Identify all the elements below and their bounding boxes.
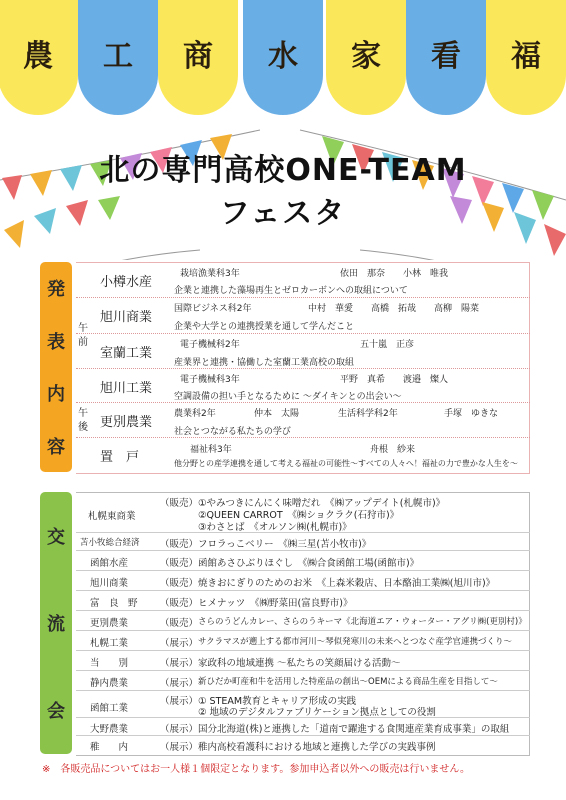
exchange-school: 札幌工業 (90, 638, 129, 649)
side-char: 内 (47, 384, 65, 406)
exchange-item: ① STEAM教育とキャリア形成の実践 (198, 696, 357, 707)
exchange-item: フロラっこベリー 《㈱三星(苫小牧市)》 (198, 539, 372, 550)
presentation-school: 旭川商業 (100, 310, 153, 325)
exchange-item: ② 地域のデジタルファブリケーション拠点としての役割 (198, 707, 436, 718)
exchange-item: ヒメナッツ 《㈱野菜田(富良野市)》 (198, 598, 353, 609)
presentation-people: 平野 真希 渡邉 燦人 (340, 375, 449, 385)
row-divider (76, 570, 530, 571)
presentation-topic: 空調設備の担い手となるために ～ダイキンとの出会い～ (174, 392, 402, 402)
side-char: 発 (47, 279, 65, 301)
presentation-people: 舟根 紗来 (370, 445, 416, 455)
presentation-section (40, 262, 530, 474)
banner-char: 看 (431, 39, 461, 74)
exchange-type: （展示） (160, 658, 199, 669)
presentation-topic: 社会とつながる私たちの学び (174, 427, 291, 437)
row-divider (76, 690, 530, 691)
banner-circle (326, 0, 406, 115)
exchange-item: 国分北海道(株)と連携した「道南で躍進する食関連産業育成事業」の取組 (198, 724, 510, 735)
exchange-type: （販売） (160, 558, 199, 569)
exchange-type: （販売） (160, 539, 199, 550)
exchange-type: （販売） (160, 618, 199, 629)
banner-circle (78, 0, 158, 115)
exchange-type: （展示） (160, 638, 199, 649)
presentation-school: 更別農業 (100, 415, 153, 430)
banner-char: 農 (23, 39, 53, 74)
exchange-item: 新ひだか町産和牛を活用した特産品の創出～OEMによる商品生産を目指して～ (198, 677, 498, 687)
row-divider (76, 630, 530, 631)
exchange-school: 旭川商業 (90, 578, 129, 589)
presentation-dept: 国際ビジネス科2年 (174, 304, 252, 314)
exchange-item: さらのうどんカレー、さらのうキーマ《北海道エア・ウォーター・アグリ㈱(更別村)》 (198, 617, 527, 627)
row-divider (76, 297, 530, 298)
presentation-topic: 産業界と連携・協働した室蘭工業高校の取組 (174, 358, 355, 368)
row-divider (76, 717, 530, 718)
banner-circle (486, 0, 566, 115)
exchange-type: （展示） (160, 724, 199, 735)
presentation-school: 置 戸 (100, 450, 140, 465)
exchange-school: 更別農業 (90, 618, 129, 629)
presentation-dept2: 生活科学科2年 (338, 409, 398, 419)
presentation-dept: 農業科2年 (174, 409, 216, 419)
row-divider (76, 437, 530, 438)
presentation-dept: 電子機械科3年 (180, 375, 240, 385)
exchange-school: 稚 内 (90, 742, 129, 753)
exchange-type: （販売） (160, 578, 199, 589)
presentation-people: 中村 華愛 高橋 拓哉 高柳 陽菜 (308, 304, 480, 314)
banner-circle (243, 0, 323, 115)
row-divider (76, 402, 530, 403)
row-divider (76, 333, 530, 334)
side-char: 表 (47, 331, 65, 353)
banner-circle (406, 0, 486, 115)
presentation-people: 仲本 太陽 (254, 409, 300, 419)
exchange-school: 函館水産 (90, 558, 129, 569)
presentation-school: 小樽水産 (100, 275, 153, 290)
title-line1: 北の専門高校ONE-TEAM (99, 153, 467, 188)
exchange-school: 函館工業 (90, 703, 129, 714)
exchange-section (40, 492, 530, 754)
row-divider (76, 368, 530, 369)
exchange-school: 富 良 野 (90, 598, 138, 609)
banner-char: 工 (103, 39, 133, 74)
presentation-topic: 企業や大学との連携授業を通して学んだこと (174, 322, 355, 332)
exchange-item: ①やみつきにんにく味噌だれ 《㈱アップデイト(札幌市)》 (198, 498, 446, 509)
exchange-item: サクラマスが遡上する都市河川～琴似発寒川の未来へとつなぐ産学官連携づくり～ (198, 637, 512, 647)
banner-circle (158, 0, 238, 115)
row-divider (76, 550, 530, 551)
exchange-school: 札幌東商業 (88, 511, 136, 522)
presentation-side-label (40, 262, 72, 472)
title-line2: フェスタ (219, 196, 347, 231)
exchange-school: 当 別 (90, 658, 129, 669)
exchange-type: （販売） (160, 598, 199, 609)
exchange-type: （販売） (160, 498, 199, 509)
banner-char: 商 (183, 39, 213, 74)
exchange-school: 静内農業 (90, 678, 129, 689)
afternoon-label (76, 407, 90, 435)
morning-label (76, 322, 90, 350)
banner (0, 0, 566, 120)
row-divider (76, 610, 530, 611)
presentation-topic: 企業と連携した藻場再生とゼロカーボンへの取組について (174, 286, 408, 296)
presentation-people: 依田 那奈 小林 唯我 (340, 269, 449, 279)
banner-char: 水 (268, 39, 298, 74)
exchange-item: ③わさとば 《オルソン㈱(札幌市)》 (198, 522, 352, 533)
banner-char: 福 (511, 39, 541, 74)
row-divider (76, 670, 530, 671)
exchange-item: ②QUEEN CARROT 《㈱ショクラク(石狩市)》 (198, 510, 400, 521)
exchange-school: 苫小牧総合経済 (80, 538, 140, 548)
presentation-school: 旭川工業 (100, 381, 153, 396)
row-divider (76, 650, 530, 651)
banner-char: 家 (351, 39, 381, 74)
presentation-topic: 他分野との産学連携を通して考える福祉の可能性～すべての人々へ！福祉の力で豊かな人生を～ (174, 459, 518, 468)
side-char: 流 (47, 613, 65, 635)
exchange-type: （展示） (160, 742, 199, 753)
presentation-people: 五十嵐 正彦 (360, 340, 415, 350)
morning-char: 前 (78, 337, 88, 348)
exchange-item: 家政科の地域連携 ～私たちの笑顔届ける活動～ (198, 658, 401, 669)
exchange-type: （展示） (160, 696, 199, 707)
morning-char: 午 (78, 323, 88, 334)
presentation-dept: 栽培漁業科3年 (180, 269, 240, 279)
banner-circle (0, 0, 78, 115)
exchange-item: 稚内高校看護科における地域と連携した学びの実践事例 (198, 742, 436, 753)
exchange-item: 焼きおにぎりのためのお米 《上森米穀店、日本酪油工業㈱(旭川市)》 (198, 578, 496, 589)
side-char: 容 (47, 436, 65, 458)
exchange-item: 函館あさひぶりほぐし 《㈱合食函館工場(函館市)》 (198, 558, 420, 569)
footnote: ※ 各販売品についてはお一人様１個限定となります。参加申込者以外への販売は行いません。 (42, 764, 470, 775)
row-divider (76, 532, 530, 533)
exchange-side-label (40, 492, 72, 754)
side-char: 会 (47, 701, 65, 723)
presentation-people2: 手塚 ゆきな (444, 409, 499, 419)
row-divider (76, 590, 530, 591)
side-char: 交 (47, 526, 65, 548)
presentation-dept: 福祉科3年 (190, 445, 232, 455)
row-divider (76, 735, 530, 736)
exchange-type: （展示） (160, 678, 199, 689)
presentation-dept: 電子機械科2年 (180, 340, 240, 350)
exchange-school: 大野農業 (90, 724, 129, 735)
afternoon-char: 後 (78, 422, 88, 433)
afternoon-char: 午 (78, 408, 88, 419)
presentation-school: 室蘭工業 (100, 346, 153, 361)
